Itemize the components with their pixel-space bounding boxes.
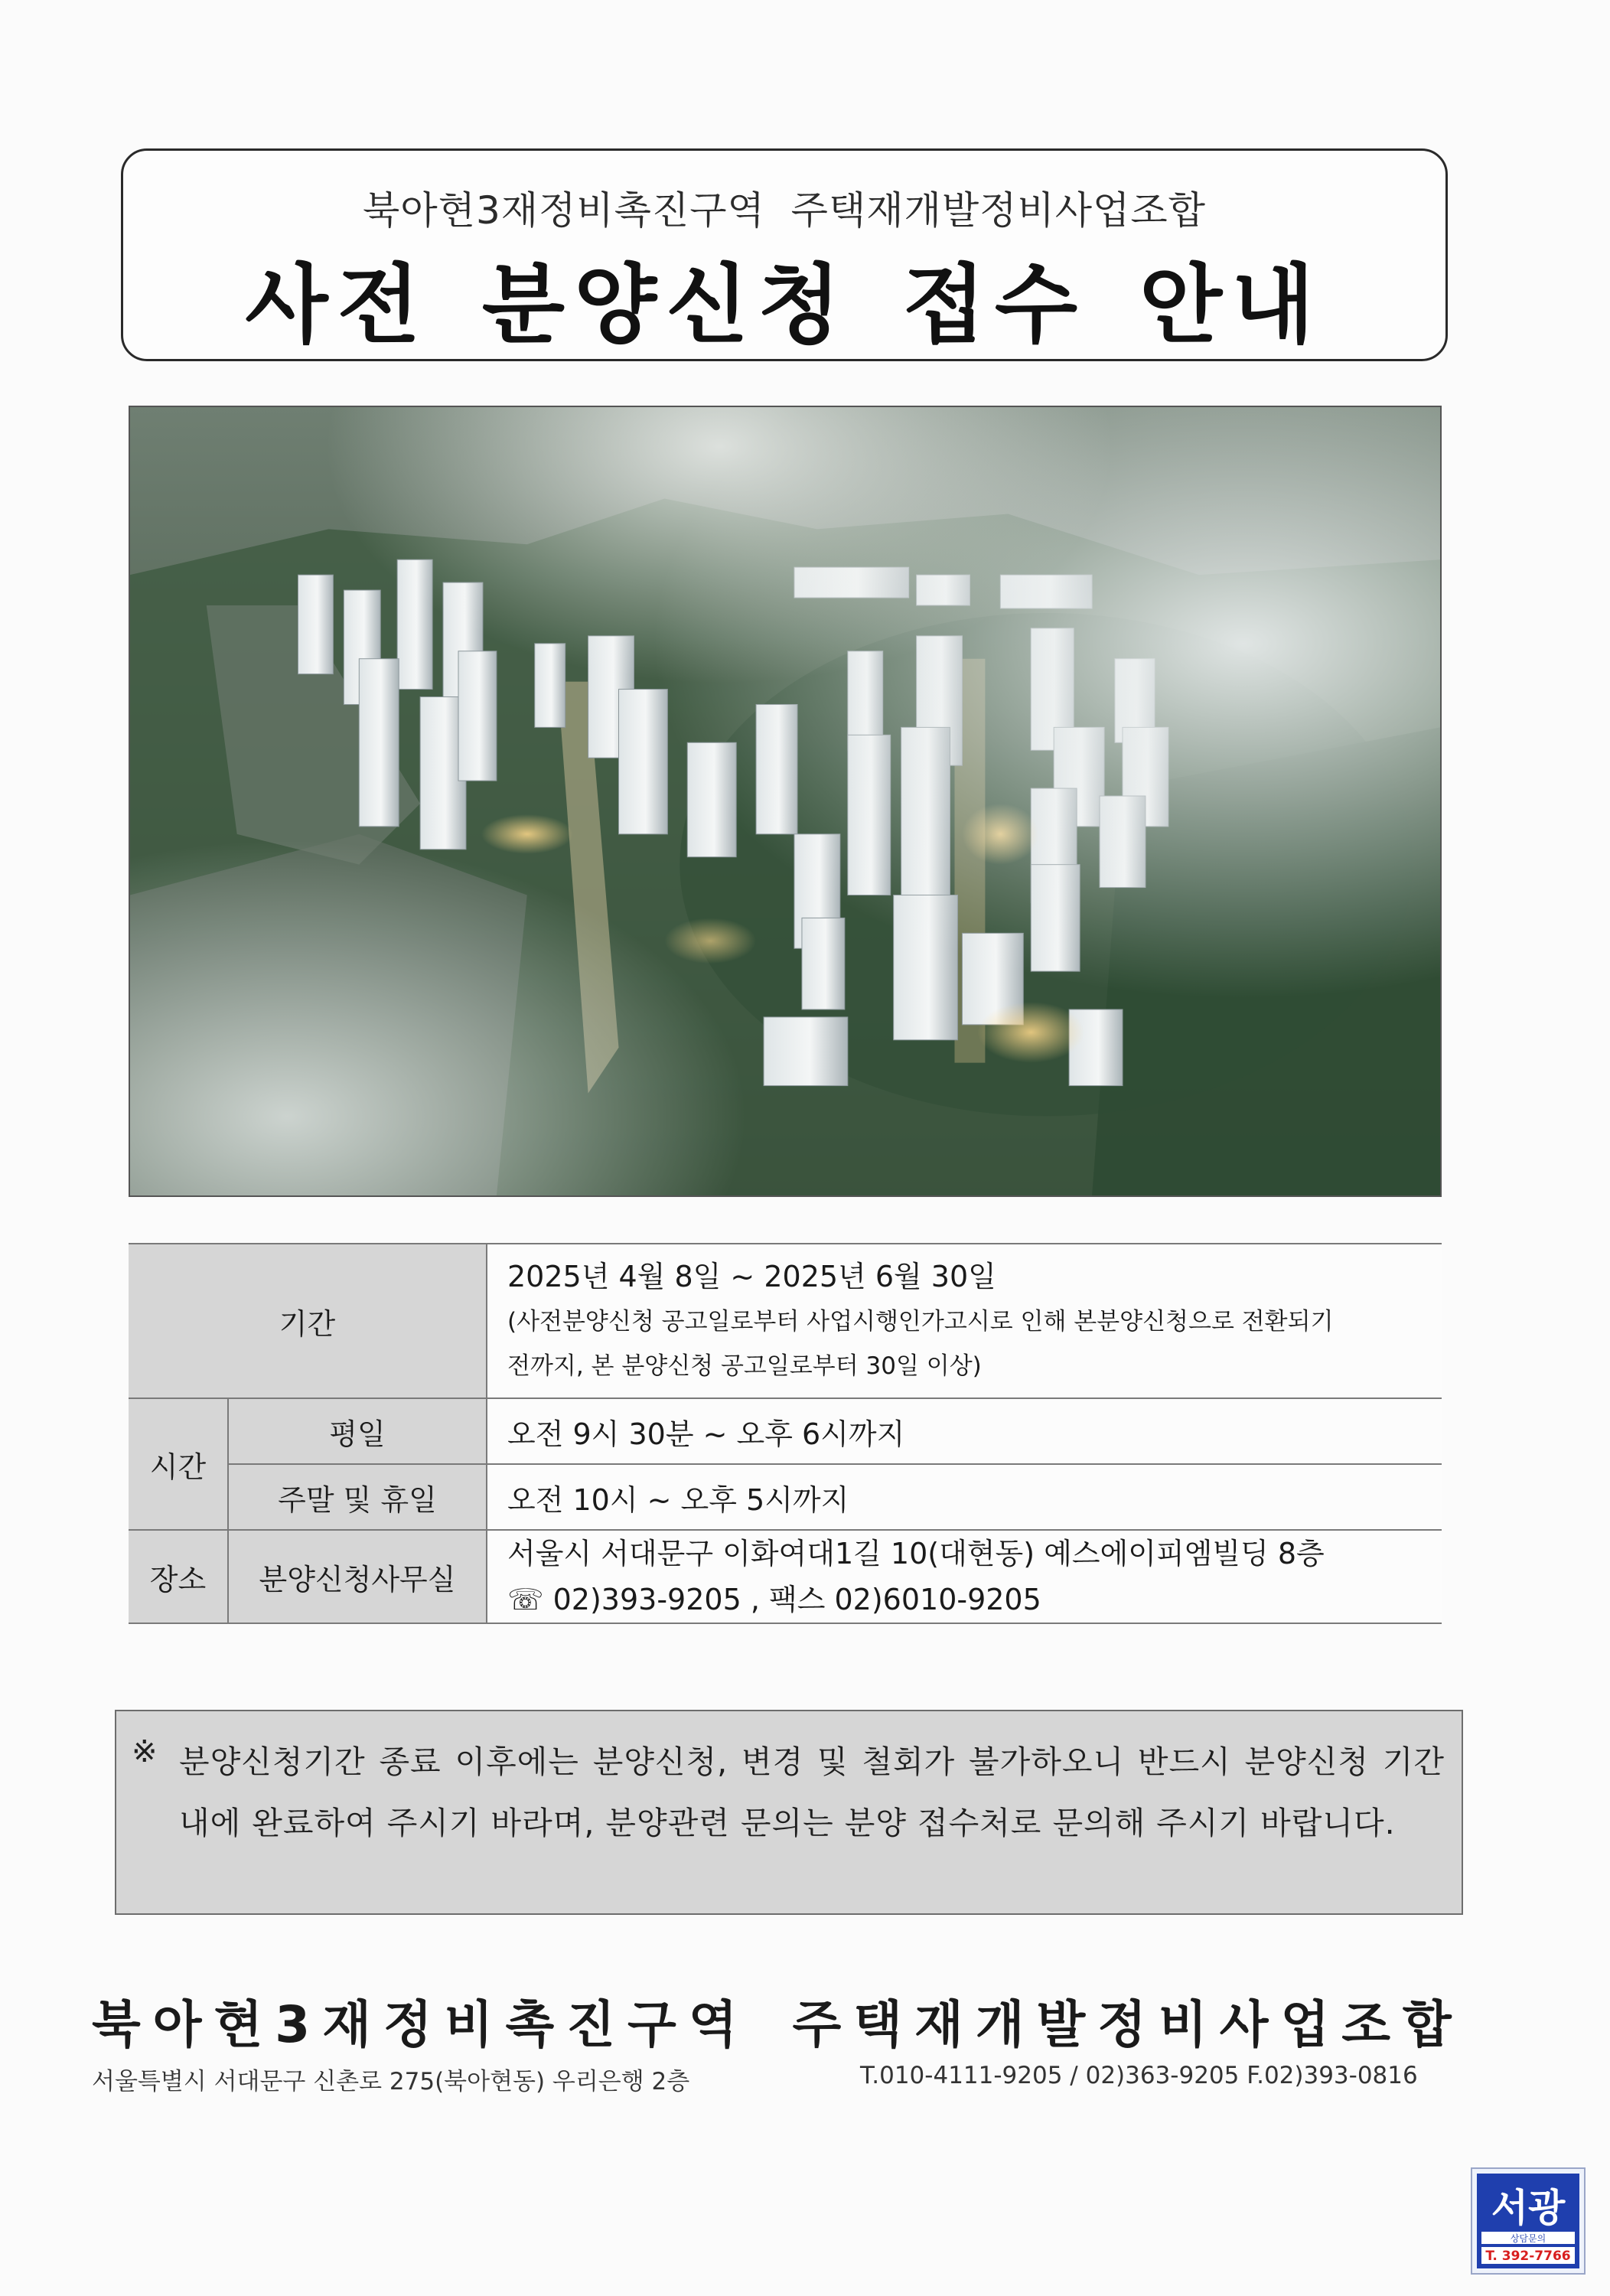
footer-org-part1: 북아현3재정비촉진구역 bbox=[92, 1995, 750, 2054]
contact-value: 02)393-9205 , 팩스 02)6010-9205 bbox=[552, 1583, 1041, 1616]
svg-text:T. 392-7766: T. 392-7766 bbox=[1485, 2249, 1571, 2264]
time-label: 시간 bbox=[129, 1398, 228, 1530]
header-subtitle: 북아현3재정비촉진구역 주택재개발정비사업조합 bbox=[363, 188, 1206, 233]
svg-text:상담문의: 상담문의 bbox=[1510, 2233, 1546, 2244]
phone-icon: ☏ bbox=[507, 1583, 544, 1616]
weekday-value: 오전 9시 30분 ~ 오후 6시까지 bbox=[487, 1398, 1442, 1464]
office-label: 분양신청사무실 bbox=[228, 1530, 487, 1623]
table-row-place bbox=[129, 1530, 1442, 1623]
weekend-label: 주말 및 휴일 bbox=[228, 1464, 487, 1530]
period-value: 2025년 4월 8일 ~ 2025년 6월 30일 bbox=[507, 1260, 996, 1293]
weekday-label: 평일 bbox=[228, 1398, 487, 1464]
footer-address: 서울특별시 서대문구 신촌로 275(북아현동) 우리은행 2층 bbox=[92, 2068, 690, 2095]
notice-box bbox=[115, 1710, 1463, 1915]
seokwang-stamp-logo bbox=[1471, 2167, 1586, 2275]
weekend-value: 오전 10시 ~ 오후 5시까지 bbox=[487, 1464, 1442, 1530]
place-label: 장소 bbox=[129, 1530, 228, 1623]
notice-text: 분양신청기간 종료 이후에는 분양신청, 변경 및 철회가 불가하오니 반드시 분양신청 기간 내에 완료하여 주시기 바라며, 분양관련 문의는 분양 접수처로 문의해 주시기 바랍니다. bbox=[179, 1743, 1445, 1841]
apartment-complex-illustration bbox=[130, 407, 1440, 1195]
header-box bbox=[121, 148, 1448, 361]
address-value: 서울시 서대문구 이화여대1길 10(대현동) 예스에이피엠빌딩 8층 bbox=[507, 1537, 1325, 1570]
footer-organization bbox=[92, 1984, 1464, 2056]
reference-mark-icon: ※ bbox=[132, 1734, 158, 1769]
period-label: 기간 bbox=[129, 1244, 487, 1398]
period-note-line2: 전까지, 본 분양신청 공고일로부터 30일 이상) bbox=[507, 1352, 982, 1380]
table-row-weekend bbox=[129, 1464, 1442, 1530]
aerial-rendering-image bbox=[129, 406, 1442, 1197]
page-title: 사전 분양신청 접수 안내 bbox=[245, 256, 1324, 355]
table-row-weekday bbox=[129, 1398, 1442, 1464]
footer-org-part2: 주택재개발정비사업조합 bbox=[792, 1995, 1464, 2054]
info-table bbox=[129, 1243, 1442, 1624]
period-note-line1: (사전분양신청 공고일로부터 사업시행인가고시로 인해 본분양신청으로 전환되기 bbox=[507, 1308, 1334, 1336]
svg-text:서광: 서광 bbox=[1491, 2186, 1566, 2230]
place-value-cell bbox=[487, 1530, 1442, 1623]
table-row-period bbox=[129, 1244, 1442, 1398]
footer-contact: T.010-4111-9205 / 02)363-9205 F.02)393-0816 bbox=[860, 2062, 1418, 2089]
period-value-cell bbox=[487, 1244, 1442, 1398]
contact-line bbox=[507, 1577, 1442, 1623]
